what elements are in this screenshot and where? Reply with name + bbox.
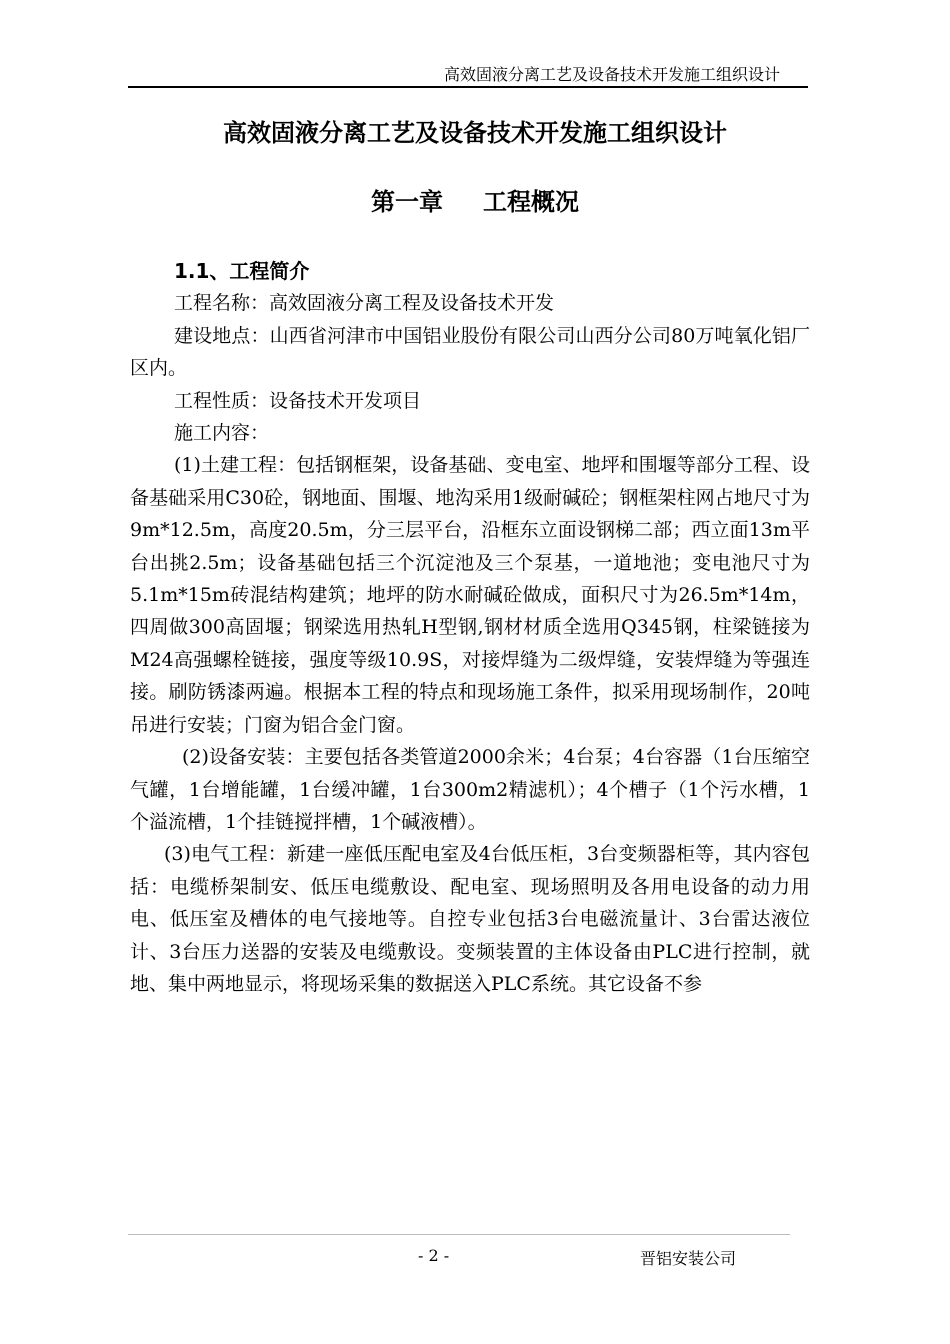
document-body [130, 255, 810, 1000]
paragraph-civil-works: (1)土建工程：包括钢框架，设备基础、变电室、地坪和围堰等部分工程、设备基础采用C30砼，钢地面、围堰、地沟采用1级耐碱砼；钢框架柱网占地尺寸为9m*12.5m，高度20.5m，分三层平台，沿框东立面设钢梯二部；西立面13m平台出挑2.5m；设备基础包括三个沉淀池及三个泵基，一道地池；变电池尺寸为5.1m*15m砖混结构建筑；地坪的防水耐碱砼做成，面积尺寸为26.5m*14m，四周做300高固堰；钢梁选用热轧H型钢,钢材材质全选用Q345钢，柱梁链接为M24高强螺栓链接，强度等级10.9S，对接焊缝为二级焊缝，安装焊缝为等强连接。刷防锈漆两遍。根据本工程的特点和现场施工条件，拟采用现场制作，20吨吊进行安装；门窗为铝合金门窗。 [130, 454, 810, 736]
paragraph-equipment-install: (2)设备安装：主要包括各类管道2000余米；4台泵；4台容器（1台压缩空气罐，1台增能罐，1台缓冲罐，1台300m2精滤机）；4个槽子（1个污水槽，1个溢流槽，1个挂链搅拌槽，1个碱液槽）。 [130, 746, 810, 833]
footer-rule [128, 1234, 790, 1235]
company-name: 晋铝安装公司 [640, 1249, 737, 1268]
paragraph-location: 建设地点：山西省河津市中国铝业股份有限公司山西分公司80万吨氧化铝厂区内。 [130, 324, 810, 380]
paragraph-content-label: 施工内容： [174, 422, 270, 445]
chapter-number: 第一章 [371, 188, 443, 216]
chapter-heading [0, 182, 950, 217]
chapter-name: 工程概况 [483, 188, 579, 216]
document-title: 高效固液分离工艺及设备技术开发施工组织设计 [223, 119, 727, 147]
running-header-title: 高效固液分离工艺及设备技术开发施工组织设计 [443, 65, 780, 84]
paragraph-nature: 工程性质：设备技术开发项目 [174, 389, 422, 412]
paragraph-electrical-works: (3)电气工程：新建一座低压配电室及4台低压柜，3台变频器柜等，其内容包括：电缆桥架制安、低压电缆敷设、配电室、现场照明及各用电设备的动力用电、低压室及槽体的电气接地等。自控专业包括3台电磁流量计、3台雷达液位计、3台压力送器的安装及电缆敷设。变频装置的主体设备由PLC进行控制，就地、集中两地显示，将现场采集的数据送入PLC系统。其它设备不参 [130, 843, 810, 995]
paragraph-project-name: 工程名称：高效固液分离工程及设备技术开发 [174, 292, 555, 315]
section-heading: 1.1、工程简介 [174, 259, 310, 283]
page-number: - 2 - [418, 1246, 450, 1265]
header-rule [128, 86, 808, 88]
